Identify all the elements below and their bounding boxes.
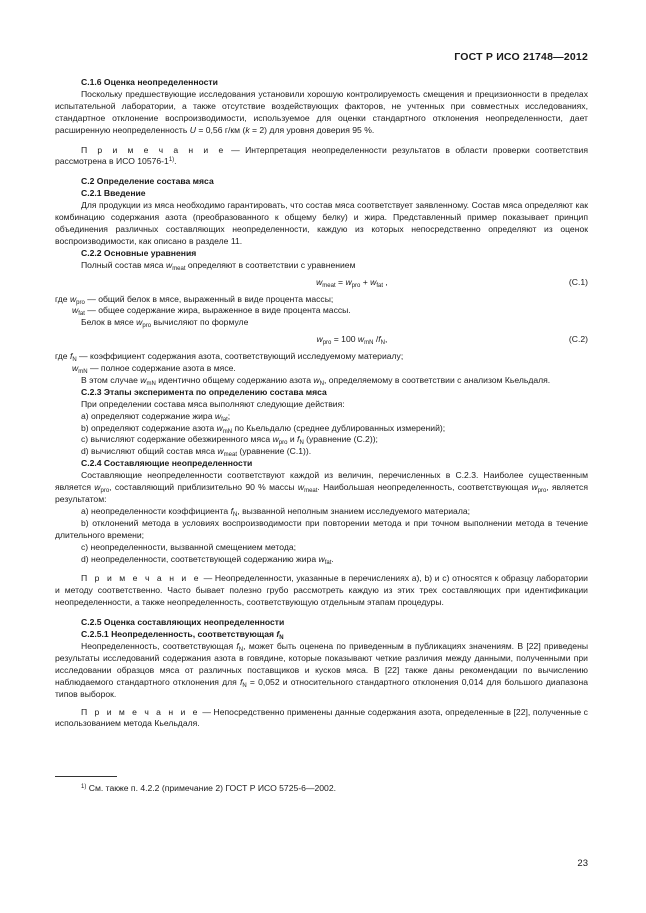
section-heading-c24: С.2.4 Составляющие неопределенности <box>81 458 253 469</box>
list-item-c23-d: d) вычисляют общий состав мяса $w_{meat}$ (уравнение (С.1)). <box>81 446 312 459</box>
paragraph-c22-2: Белок в мясе $w_{pro}$ вычисляют по формуле <box>81 317 249 330</box>
note-c16: П р и м е ч а н и е — Интерпретация неопределенности результатов в области проверки соответствия рассмотрена в ИСО 10576-1$^{1)}$. <box>55 144 588 167</box>
section-heading-c23: С.2.3 Этапы эксперимента по определению состава мяса <box>81 386 327 397</box>
section-heading-c16: С.1.6 Оценка неопределенности <box>81 77 218 87</box>
where-line-4: $w_{mN}$ — полное содержание азота в мясе. <box>72 363 236 376</box>
formula-c1: $w_{meat} = w_{pro} + w_{fat}$ , (С.1) <box>316 276 588 289</box>
where-line-2: $w_{fat}$ — общее содержание жира, выраженное в виде процента массы. <box>72 305 351 318</box>
list-item-c23-c: c) вычисляют содержание обезжиренного мяса $w_{pro}$ и $f_N$ (уравнение (С.2)); <box>81 434 378 447</box>
where-line-1: где $w_{pro}$ — общий белок в мясе, выраженный в виде процента массы; <box>55 293 334 306</box>
list-item-c23-a: а) определяют содержание жира $w_{fat}$; <box>81 410 231 423</box>
list-item-c23-b: b) определяют содержание азота $w_{mN}$ по Кьельдалю (среднее дублированных измерений); <box>81 422 446 435</box>
paragraph-c22-3: В этом случае $w_{mN}$ идентично общему содержанию азота $w_N$, определяемому в соответствии с анализом Кьельдаля. <box>81 374 551 387</box>
section-heading-c25: С.2.5 Оценка составляющих неопределенности <box>81 617 285 628</box>
section-heading-c251: С.2.5.1 Неопределенность, соответствующая $f_N$ <box>81 629 284 642</box>
footnote: $^{1)}$ См. также п. 4.2.2 (примечание 2) ГОСТ Р ИСО 5725-6—2002. <box>81 783 336 793</box>
paragraph-c16: Поскольку предшествующие исследования установили хорошую контролируемость смещения и прецизионности в пределах испытательной лаборатории, а также отсутствие воздействующих факторов, не учтенных при совместных исследованиях, стандартное отклонение воспроизводимости, используемое для оценки стандартного отклонения неопределенности, дает расширенную неопределенность U = 0,56 г/км (k = 2) для уровня доверия 95 %. <box>55 88 588 135</box>
note-c251: П р и м е ч а н и е — Непосредственно применены данные содержания азота, определенные в [22], полученные с использованием метода Кьельдаля. <box>55 706 588 729</box>
note-c24: П р и м е ч а н и е — Неопределенности, указанные в перечислениях а), b) и c) относятся к образцу лаборатории и методу соответственно. Часто бывает полезно грубо рассмотреть каждую из этих трех составляющих при идентификации неопределенности, а также неопределенность, соответствующую отдельным этапам процедуры. <box>55 573 588 608</box>
paragraph-c251: Неопределенность, соответствующая $f_N$, может быть оценена по приведенным в публикациях значениям. В [22] приведены результаты исследований содержания азота в говядине, которые показывают четкие различия между данными, полученными при исследовании образцов мяса от различных поставщиков и кусков мяса. В [22] также даны рекомендации по вычислению наблюдаемого стандартного отклонения для $f_N = 0,052$ и относительного стандартного отклонения 0,014 для большого диапазона типов выборок. <box>55 640 589 699</box>
list-item-c24-c: c) неопределенности, вызванной смещением метода; <box>81 541 297 552</box>
page-number: 23 <box>577 858 588 869</box>
formula-number: (С.2) <box>568 334 588 345</box>
list-item-c24-d: d) неопределенности, соответствующей содержанию жира $w_{fat}$. <box>81 553 334 566</box>
where-line-3: где $f_N$ — коэффициент содержания азота, соответствующий исследуемому материалу; <box>55 351 404 364</box>
document-header: ГОСТ Р ИСО 21748—2012 <box>454 51 588 63</box>
footnote-divider <box>55 776 117 777</box>
section-heading-c2: С.2 Определение состава мяса <box>81 176 214 187</box>
paragraph-c24: Составляющие неопределенности соответствуют каждой из величин, перечисленных в С.2.3. Наиболее существенным является $w_{pro}$, составляющий приблизительно 90 % массы $w_{meat}$. Наибольшая неопределенность, соответствующая $w_{pro}$, является результатом: <box>55 470 588 504</box>
paragraph-c23: При определении состава мяса выполняют следующие действия: <box>81 398 345 409</box>
paragraph-c22-1: Полный состав мяса $w_{meat}$ определяют в соответствии с уравнением <box>81 259 356 272</box>
document-body <box>55 77 588 730</box>
section-heading-c21: С.2.1 Введение <box>81 188 146 199</box>
section-heading-c22: С.2.2 Основные уравнения <box>81 247 197 258</box>
paragraph-c21: Для продукции из мяса необходимо гарантировать, что состав мяса соответствует заявленному. Состав мяса определяют как комбинацию содержания азота (преобразованного к общему белку) и жира. Представленный пример показывает принцип объединения различных составляющих неопределенности, каждую из которых непосредственно определяют из оценок воспроизводимости, как описано в разделе 11. <box>55 200 588 246</box>
list-item-c24-b: b) отклонений метода в условиях воспроизводимости при повторении метода и при точном выполнении метода в течение длительного времени; <box>55 517 588 540</box>
list-item-c24-a: а) неопределенности коэффициента $f_N$, вызванной неполным знанием исследуемого материала; <box>81 505 471 518</box>
formula-number: (С.1) <box>568 276 588 287</box>
formula-c2: $w_{pro} = 100$ $w_{mN}$ $/f_N$, (С.2) <box>316 334 588 347</box>
